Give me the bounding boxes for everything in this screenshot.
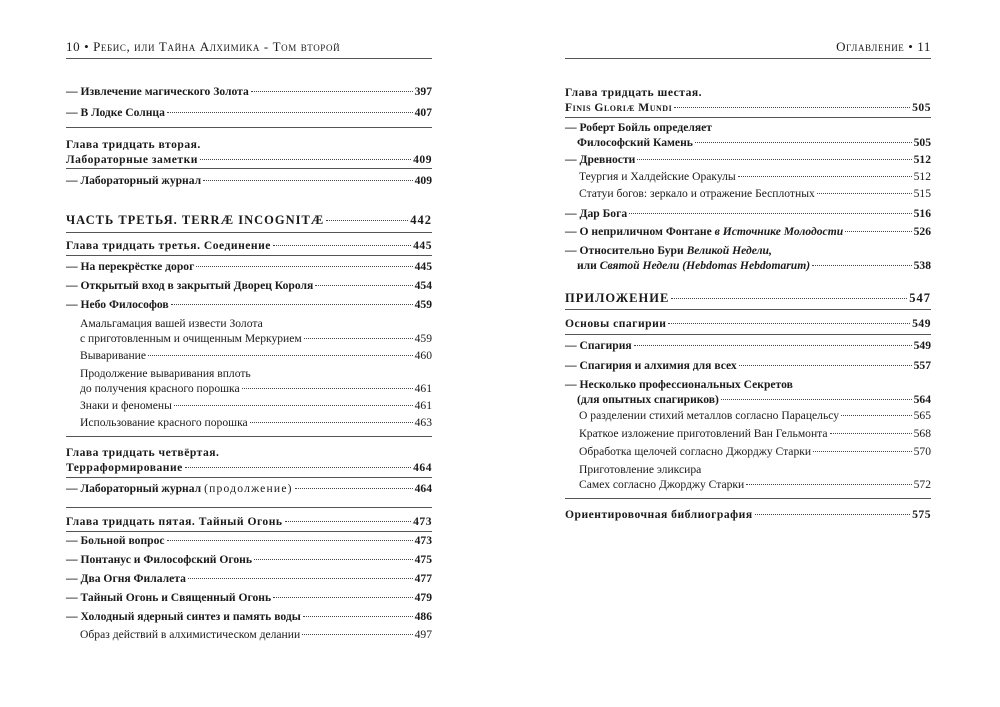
toc-subentry: Приготовление эликсира Самех согласно Джорджу Старки 572 (579, 463, 931, 491)
toc-chapter: Глава тридцать четвёртая. Терраформирование 464 (66, 446, 432, 474)
toc-chapter: Глава тридцать третья. Соединение 445 (66, 239, 432, 252)
toc-entry: — На перекрёстке дорог 445 (66, 260, 432, 273)
toc-entry: — Спагирия 549 (565, 339, 931, 352)
toc-subentry: Теургия и Халдейские Оракулы 512 (579, 170, 931, 183)
toc-entry: — Относительно Бури Великой Недели, или Святой Недели (Hebdomas Hebdomarum) 538 (565, 244, 931, 272)
toc-chapter: Глава тридцать пятая. Тайный Огонь 473 (66, 515, 432, 528)
toc-subentry: О разделении стихий металлов согласно Парацельсу 565 (579, 409, 931, 422)
toc-entry: — Лабораторный журнал (продолжение) 464 (66, 482, 432, 495)
toc-chapter: Глава тридцать вторая. Лабораторные заметки 409 (66, 138, 432, 166)
running-title: Ребис, или Тайна Алхимика - Том второй (93, 39, 341, 54)
toc-entry: — Лабораторный журнал 409 (66, 174, 432, 187)
running-title: Оглавление (836, 39, 905, 54)
page-header: Оглавление • 11 (565, 38, 931, 59)
toc-subentry: Использование красного порошка 463 (80, 416, 432, 429)
toc-entry: — Несколько профессиональных Секретов (для опытных спагириков) 564 (565, 378, 931, 406)
toc-part: ПРИЛОЖЕНИЕ 547 (565, 291, 931, 305)
toc-entry: — Два Огня Филалета 477 (66, 572, 432, 585)
toc-entry: — Холодный ядерный синтез и память воды 486 (66, 610, 432, 623)
toc-subentry: Вываривание 460 (80, 349, 432, 362)
toc-part: ЧАСТЬ ТРЕТЬЯ. TERRÆ INCOGNITÆ 442 (66, 213, 432, 227)
toc-entry: — Древности 512 (565, 153, 931, 166)
toc-subentry: Амальгамация вашей извести Золота с приготовленным и очищенным Меркурием 459 (80, 317, 432, 345)
toc-chapter: Глава тридцать шестая. Finis Gloriæ Mundi 505 (565, 86, 931, 114)
toc-chapter: Основы спагирии 549 (565, 317, 931, 330)
page-number: 10 (66, 39, 81, 54)
page-number: 11 (917, 39, 931, 54)
toc-entry: — Спагирия и алхимия для всех 557 (565, 359, 931, 372)
toc-subentry: Статуи богов: зеркало и отражение Бесплотных 515 (579, 187, 931, 200)
toc-subentry: Краткое изложение приготовлений Ван Гельмонта 568 (579, 427, 931, 440)
toc-entry: — О неприличном Фонтане в Источнике Молодости 526 (565, 225, 931, 238)
toc-entry: — Небо Философов 459 (66, 298, 432, 311)
toc-entry: — Роберт Бойль определяет Философский Камень 505 (565, 121, 931, 149)
toc-subentry: Продолжение вываривания вплоть до получения красного порошка 461 (80, 367, 432, 395)
page-header: 10 • Ребис, или Тайна Алхимика - Том второй (66, 38, 432, 59)
toc-entry: — Дар Бога 516 (565, 207, 931, 220)
toc-entry: — Тайный Огонь и Священный Огонь 479 (66, 591, 432, 604)
toc-entry: — В Лодке Солнца 407 (66, 106, 432, 119)
toc-entry: — Открытый вход в закрытый Дворец Короля 454 (66, 279, 432, 292)
toc-chapter: Ориентировочная библиография 575 (565, 508, 931, 521)
toc-subentry: Знаки и феномены 461 (80, 399, 432, 412)
toc-entry: — Больной вопрос 473 (66, 534, 432, 547)
toc-entry: — Извлечение магического Золота 397 (66, 85, 432, 98)
toc-subentry: Обработка щелочей согласно Джорджу Старки 570 (579, 445, 931, 458)
toc-entry: — Понтанус и Философский Огонь 475 (66, 553, 432, 566)
toc-subentry: Образ действий в алхимистическом делании 497 (80, 628, 432, 641)
